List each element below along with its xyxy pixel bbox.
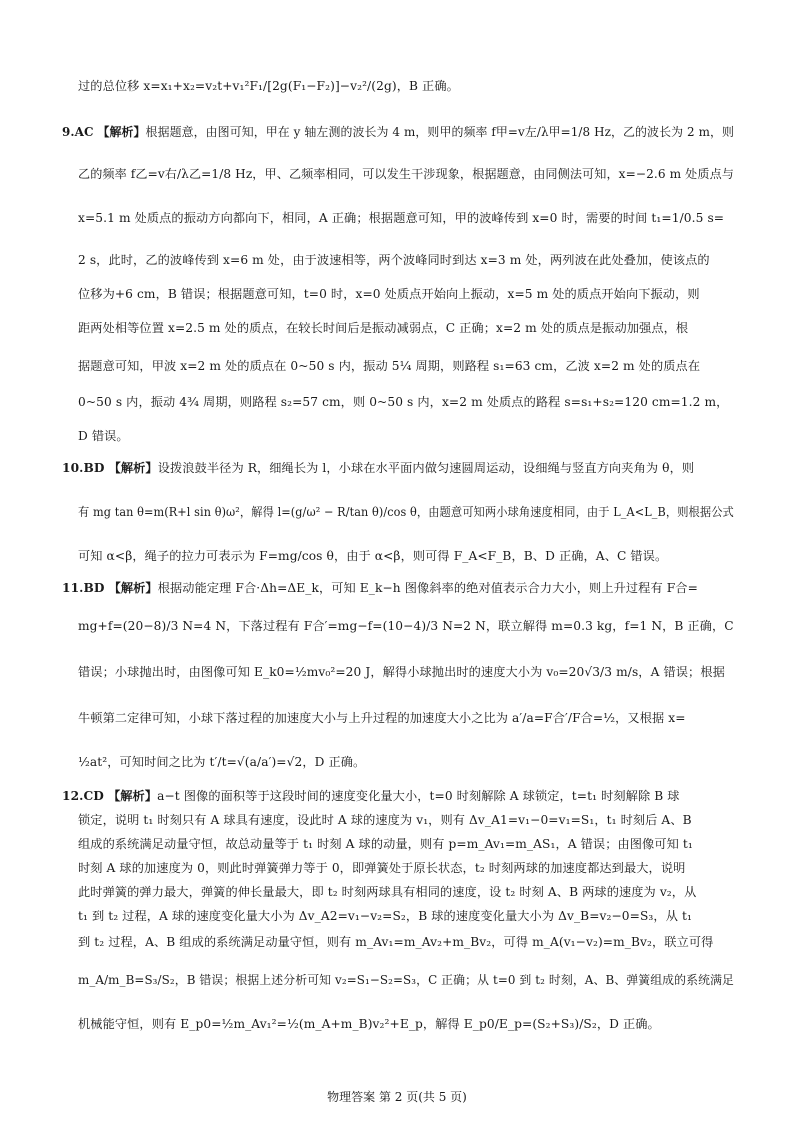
line-text: 乙的频率 f乙=v右/λ乙=1/8 Hz，甲、乙频率相同，可以发生干涉现象，根据题意，由同侧法可知，x=−2.6 m 处质点与 xyxy=(78,167,735,181)
line-text: 据题意可知，甲波 x=2 m 处的质点在 0~50 s 内，振动 5¼ 周期，则路程 s₁=63 cm，乙波 x=2 m 处的质点在 xyxy=(78,359,701,373)
text-line xyxy=(78,664,725,680)
text-line xyxy=(78,812,692,828)
line-text: 有 mg tan θ=m(R+l sin θ)ω²，解得 l=(g/ω² − R/tan θ)/cos θ，由题意可知两小球角速度相同，由于 L_A<L_B，则根据公式 xyxy=(78,505,734,519)
line-text: ½at²，可知时间之比为 t′/t=√(a/a′)=√2，D 正确。 xyxy=(78,755,366,769)
question-number: 10.BD xyxy=(62,461,105,475)
text-line xyxy=(62,124,734,140)
text-line xyxy=(78,972,734,988)
line-text: 可知 α<β，绳子的拉力可表示为 F=mg/cos θ，由于 α<β，则可得 F_A<F_B，B、D 正确，A、C 错误。 xyxy=(78,549,668,563)
line-text: 距两处相等位置 x=2.5 m 处的质点，在较长时间后是振动减弱点，C 正确；x=2 m 处的质点是振动加强点，根 xyxy=(78,321,689,335)
text-line xyxy=(78,78,459,94)
text-line xyxy=(62,580,698,596)
text-line xyxy=(78,1016,660,1032)
text-line xyxy=(78,884,696,900)
line-text: 错误；小球抛出时，由图像可知 E_k0=½mv₀²=20 J，解得小球抛出时的速度大小为 v₀=20√3/3 m/s，A 错误；根据 xyxy=(78,665,725,679)
line-text: m_A/m_B=S₃/S₂，B 错误；根据上述分析可知 v₂=S₁−S₂=S₃，C 正确；从 t=0 到 t₂ 时刻，A、B、弹簧组成的系统满足 xyxy=(78,973,735,987)
analysis-tag: 【解析】 xyxy=(107,789,158,803)
text-line xyxy=(78,320,688,336)
line-text: x=5.1 m 处质点的振动方向都向下，相同，A 正确；根据题意可知，甲的波峰传到 x=0 时，需要的时间 t₁=1/0.5 s= xyxy=(78,211,725,225)
line-text: 过的总位移 x=x₁+x₂=v₂t+v₁²F₁/[2g(F₁−F₂)]−v₂²/(2g)，B 正确。 xyxy=(78,79,459,93)
text-line xyxy=(78,166,734,182)
text-line xyxy=(78,618,734,634)
analysis-tag: 【解析】 xyxy=(108,581,158,595)
text-line xyxy=(78,210,724,226)
line-text: 时刻 A 球的加速度为 0，则此时弹簧弹力等于 0，即弹簧处于原长状态，t₂ 时刻两球的加速度都达到最大，说明 xyxy=(78,861,686,875)
text-line xyxy=(78,860,685,876)
line-text: 牛顿第二定律可知，小球下落过程的加速度大小与上升过程的加速度大小之比为 a′/a=F合′/F合=½，又根据 x= xyxy=(78,711,686,725)
line-text: 组成的系统满足动量守恒，故总动量等于 t₁ 时刻 A 球的动量，则有 p=m_Av₁=m_AS₁，A 错误；由图像可知 t₁ xyxy=(78,837,693,851)
text-line xyxy=(78,754,365,770)
analysis-tag: 【解析】 xyxy=(108,461,158,475)
line-text: a−t 图像的面积等于这段时间的速度变化量大小，t=0 时刻解除 A 球锁定，t=t₁ 时刻解除 B 球 xyxy=(157,789,680,803)
text-line xyxy=(78,504,734,520)
question-number: 12.CD xyxy=(62,789,104,803)
text-line xyxy=(78,710,686,726)
line-text: 2 s，此时，乙的波峰传到 x=6 m 处，由于波速相等，两个波峰同时到达 x=3 m 处，两列波在此处叠加，使该点的 xyxy=(78,253,710,267)
line-text: 根据题意，由图可知，甲在 y 轴左测的波长为 4 m，则甲的频率 f甲=v左/λ甲=1/8 Hz，乙的波长为 2 m，则 xyxy=(145,125,735,139)
text-line xyxy=(78,836,693,852)
question-number: 9.AC xyxy=(62,125,94,139)
line-text: t₁ 到 t₂ 过程，A 球的速度变化量大小为 Δv_A2=v₁−v₂=S₂，B 球的速度变化量大小为 Δv_B=v₂−0=S₃，从 t₁ xyxy=(78,909,692,923)
page-footer: 物理答案 第 2 页(共 5 页) xyxy=(327,1090,467,1104)
line-text: 此时弹簧的弹力最大，弹簧的伸长量最大，即 t₂ 时刻两球具有相同的速度，设 t₂ 时刻 A、B 两球的速度为 v₂，从 xyxy=(78,885,697,899)
line-text: D 错误。 xyxy=(78,429,129,443)
text-line xyxy=(78,908,692,924)
text-line xyxy=(62,788,680,804)
question-number: 11.BD xyxy=(62,581,105,595)
text-line xyxy=(78,358,700,374)
text-line xyxy=(78,934,713,950)
line-text: 机械能守恒，则有 E_p0=½m_Av₁²=½(m_A+m_B)v₂²+E_p，解得 E_p0/E_p=(S₂+S₃)/S₂，D 正确。 xyxy=(78,1017,660,1031)
line-text: 0~50 s 内，振动 4¾ 周期，则路程 s₂=57 cm，则 0~50 s 内，x=2 m 处质点的路程 s=s₁+s₂=120 cm=1.2 m， xyxy=(78,395,729,409)
line-text: 位移为+6 cm，B 错误；根据题意可知，t=0 时，x=0 处质点开始向上振动，x=5 m 处的质点开始向下振动，则 xyxy=(78,287,700,301)
line-text: 锁定，说明 t₁ 时刻只有 A 球具有速度，设此时 A 球的速度为 v₁，则有 Δv_A1=v₁−0=v₁=S₁，t₁ 时刻后 A、B xyxy=(78,813,692,827)
text-line xyxy=(62,460,694,476)
line-text: mg+f=(20−8)/3 N=4 N，下落过程有 F合′=mg−f=(10−4)/3 N=2 N，联立解得 m=0.3 kg，f=1 N，B 正确，C xyxy=(78,619,734,633)
line-text: 到 t₂ 过程，A、B 组成的系统满足动量守恒，则有 m_Av₁=m_Av₂+m_Bv₂，可得 m_A(v₁−v₂)=m_Bv₂，联立可得 xyxy=(78,935,714,949)
text-line xyxy=(78,394,728,410)
text-line xyxy=(78,252,710,268)
line-text: 设拨浪鼓半径为 R，细绳长为 l，小球在水平面内做匀速圆周运动，设细绳与竖直方向夹角为 θ，则 xyxy=(157,461,695,475)
line-text: 根据动能定理 F合·Δh=ΔE_k，可知 E_k−h 图像斜率的绝对值表示合力大小，则上升过程有 F合= xyxy=(157,581,698,595)
text-line xyxy=(78,428,129,444)
analysis-tag: 【解析】 xyxy=(97,125,146,139)
text-line xyxy=(78,548,667,564)
text-line xyxy=(78,286,700,302)
